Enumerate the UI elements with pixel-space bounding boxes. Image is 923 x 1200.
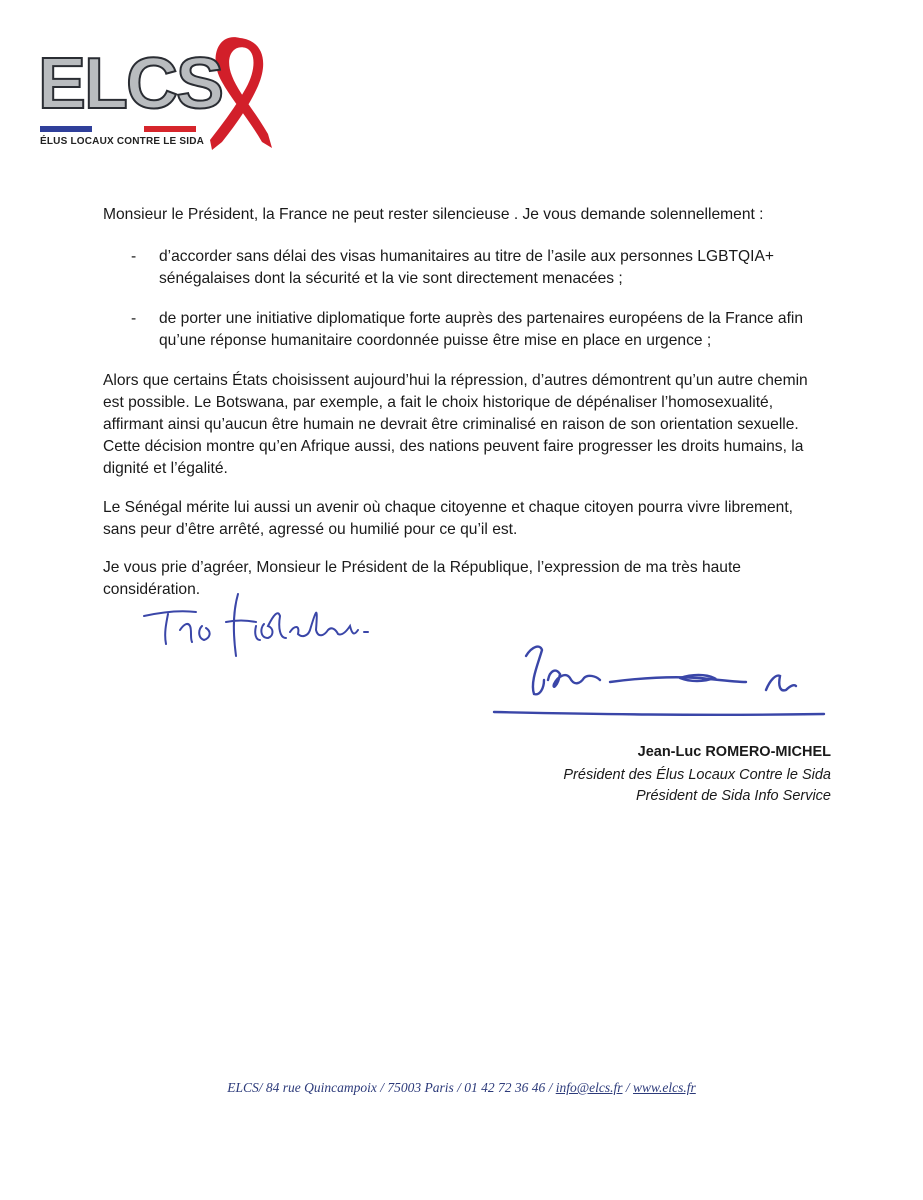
bullet-1-line-2: sénégalaises dont la sécurité et la vie sont directement menacées ; (159, 270, 623, 287)
signer-name (638, 742, 831, 763)
signature-stroke (494, 647, 824, 715)
paragraph-3-line-2: sans peur d’être arrêté, agressé ou humilié pour ce qu’il est. (103, 521, 518, 538)
handwritten-signature (140, 590, 840, 730)
handwritten-note (144, 594, 368, 656)
signer-last-name: ROMERO-MICHEL (705, 744, 831, 760)
tricolor-bar (40, 126, 198, 132)
elcs-logo (38, 30, 248, 155)
bullet-marker: - (131, 248, 137, 265)
paragraph-2-line-4: Cette décision montre qu’en Afrique aussi, des nations peuvent faire progresser les droits humains, la (103, 438, 804, 455)
footer-website-link[interactable]: www.elcs.fr (633, 1080, 696, 1095)
paragraph-3-line-1: Le Sénégal mérite lui aussi un avenir où chaque citoyenne et chaque citoyen pourra vivre librement, (103, 499, 794, 516)
closing-formula: Je vous prie d’agréer, Monsieur le Président de la République, l’expression de ma très haute considération. (103, 559, 741, 598)
footer-separator: / (622, 1080, 634, 1095)
signer-role-1: Président des Élus Locaux Contre le Sida (563, 767, 831, 783)
signer-first-name: Jean-Luc (637, 744, 702, 760)
footer-contact (0, 1080, 923, 1096)
logo-subtitle: ÉLUS LOCAUX CONTRE LE SIDA (40, 136, 205, 147)
logo-wordmark: ELCS (38, 44, 223, 124)
bullet-2-line-1: de porter une initiative diplomatique forte auprès des partenaires européens de la France afin (159, 310, 804, 327)
paragraph-2-line-5: dignité et l’égalité. (103, 460, 228, 477)
paragraph-2-line-2: est possible. Le Botswana, par exemple, a fait le choix historique de dépénaliser l’homosexualité, (103, 394, 774, 411)
paragraph-2-line-1: Alors que certains États choisissent aujourd’hui la répression, d’autres démontrent qu’un autre chemin (103, 372, 808, 389)
bullet-marker: - (131, 310, 137, 327)
footer-email-link[interactable]: info@elcs.fr (555, 1080, 623, 1095)
signer-role-2: Président de Sida Info Service (635, 788, 831, 804)
paragraph-2-line-3: affirmant ainsi qu’aucun être humain ne devrait être criminalisé en raison de son orientation sexuelle. (103, 416, 799, 433)
bullet-1-line-1: d’accorder sans délai des visas humanitaires au titre de l’asile aux personnes LGBTQIA+ (159, 248, 774, 265)
bullet-2-line-2: qu’une réponse humanitaire coordonnée puisse être mise en place en urgence ; (159, 332, 712, 349)
footer-address: ELCS/ 84 rue Quincampoix / 75003 Paris / 01 42 72 36 46 / (227, 1080, 556, 1095)
intro-paragraph: Monsieur le Président, la France ne peut rester silencieuse . Je vous demande solennellement : (103, 206, 764, 223)
